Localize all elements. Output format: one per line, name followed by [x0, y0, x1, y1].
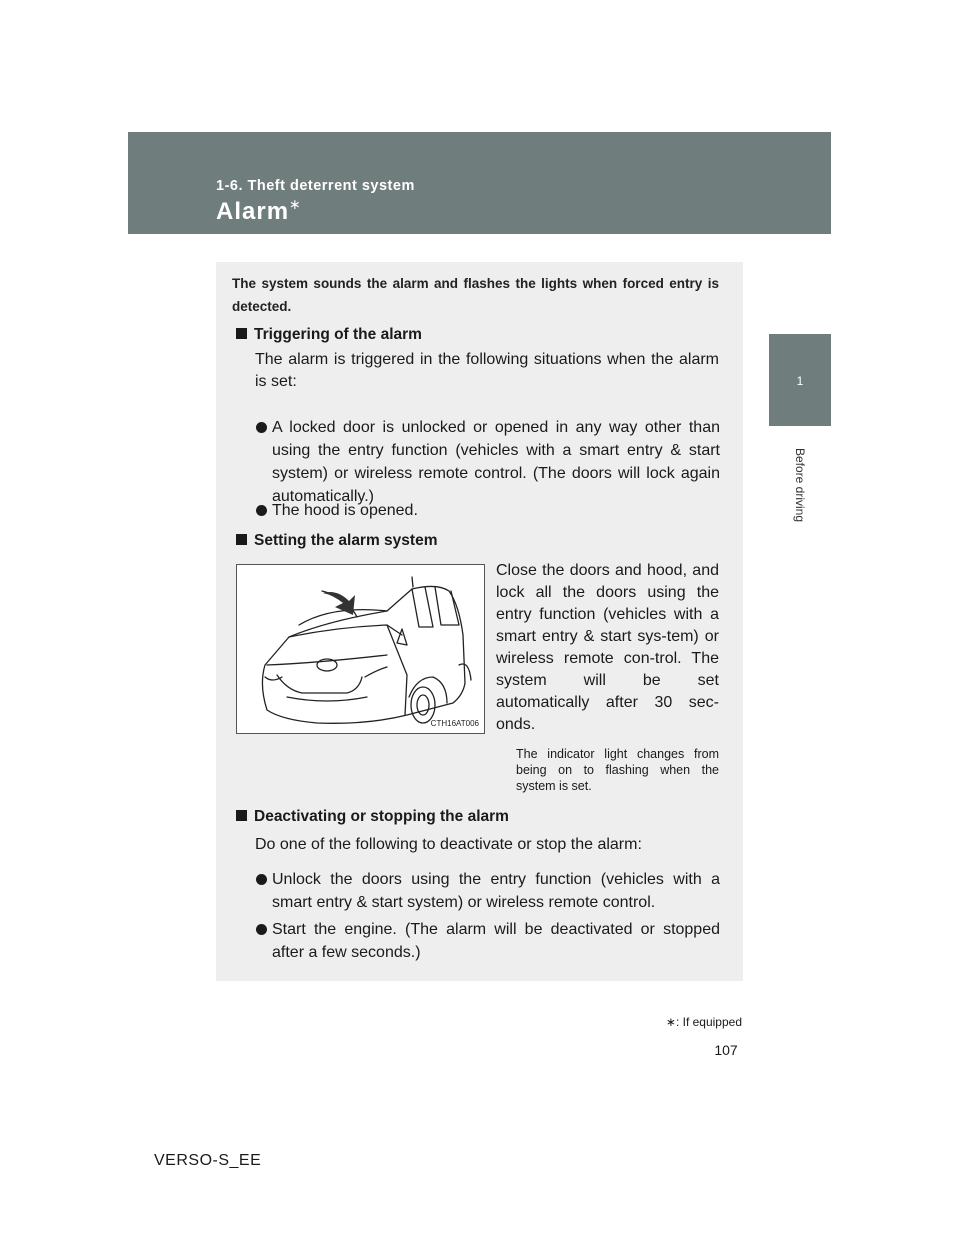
heading-triggering — [236, 326, 422, 344]
triggering-text: The alarm is triggered in the following situations when the alarm is set: — [255, 351, 719, 390]
bullet-text: The hood is opened. — [272, 502, 418, 519]
content-box — [216, 262, 743, 981]
bullet-item — [254, 499, 720, 522]
section-title: 1-6. Theft deterrent system — [216, 178, 415, 194]
chapter-label — [792, 436, 808, 536]
page-title — [216, 198, 302, 226]
page-title-text: Alarm — [216, 198, 290, 225]
setting-note: The indicator light changes from being on to flashing when the system is set. — [516, 747, 719, 793]
bullet-item — [254, 918, 720, 964]
bullet-dot-icon — [256, 422, 267, 433]
car-illustration — [236, 564, 485, 734]
deactivating-text: Do one of the following to deactivate or stop the alarm: — [255, 836, 642, 853]
setting-text: Close the doors and hood, and lock all the doors using the entry function (vehicles with a smart entry & start sys-tem) or wireless remote con-trol. The system will be set automatically after 30 sec-onds. — [496, 562, 719, 733]
heading-deactivating-text: Deactivating or stopping the alarm — [254, 808, 509, 825]
bullet-text: Start the engine. (The alarm will be deactivated or stopped after a few seconds.) — [272, 921, 720, 961]
page-number: 107 — [714, 1042, 738, 1058]
bullet-item — [254, 416, 720, 508]
heading-deactivating — [236, 808, 509, 826]
bullet-dot-icon — [256, 924, 267, 935]
square-bullet-icon — [236, 534, 247, 545]
bullet-text: A locked door is unlocked or opened in any way other than using the entry function (vehicles with a smart entry & start system) or wireless remote control. (The doors will lock again automatically.) — [272, 419, 720, 505]
heading-setting — [236, 532, 437, 550]
header-band — [128, 132, 831, 234]
heading-setting-text: Setting the alarm system — [254, 532, 438, 549]
chapter-tab — [769, 334, 831, 426]
square-bullet-icon — [236, 810, 247, 821]
chapter-number: 1 — [796, 374, 804, 388]
model-code: VERSO-S_EE — [154, 1152, 262, 1169]
bullet-item — [254, 868, 720, 914]
equipped-mark: ∗ — [289, 196, 302, 212]
footnote: ∗: If equipped — [665, 1015, 742, 1029]
bullet-dot-icon — [256, 505, 267, 516]
chapter-label-text: Before driving — [793, 447, 807, 523]
figure-code: CTH16AT006 — [430, 719, 479, 728]
square-bullet-icon — [236, 328, 247, 339]
bullet-dot-icon — [256, 874, 267, 885]
car-drawing — [237, 565, 484, 733]
intro-text: The system sounds the alarm and flashes the lights when forced entry is detected. — [232, 276, 719, 314]
heading-triggering-text: Triggering of the alarm — [254, 326, 422, 343]
bullet-text: Unlock the doors using the entry function (vehicles with a smart entry & start system) or wireless remote control. — [272, 871, 720, 911]
